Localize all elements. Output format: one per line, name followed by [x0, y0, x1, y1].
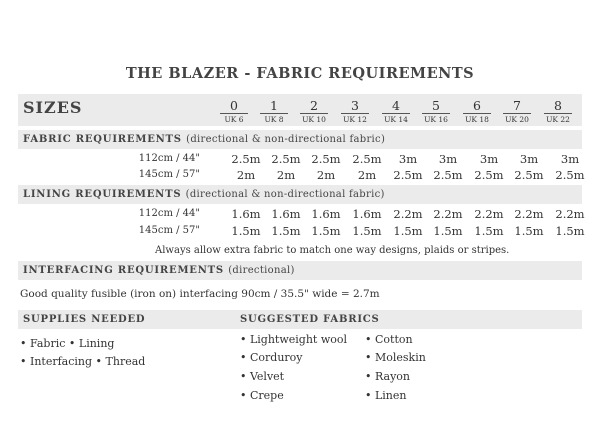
size-underline — [260, 113, 288, 114]
size-number: 7 — [513, 98, 521, 113]
lining-value: 1.6m — [231, 207, 261, 221]
size-underline — [220, 113, 248, 114]
fabric-heading: FABRIC REQUIREMENTS (directional & non-directional fabric) — [23, 134, 386, 145]
lining-value: 1.5m — [271, 224, 301, 238]
lining-value: 1.5m — [231, 224, 261, 238]
suggested-item: • Lightweight wool — [240, 333, 348, 346]
fabric-value: 2.5m — [514, 168, 544, 182]
lining-value: 1.5m — [311, 224, 341, 238]
lining-value: 2.2m — [555, 207, 585, 221]
fabric-value: 2.5m — [231, 152, 261, 166]
lining-value: 1.5m — [474, 224, 504, 238]
size-uk: UK 10 — [302, 115, 326, 124]
lining-value: 1.5m — [433, 224, 463, 238]
size-uk: UK 12 — [343, 115, 367, 124]
lining-value: 1.5m — [352, 224, 382, 238]
lining-value: 1.5m — [393, 224, 423, 238]
lining-value: 2.2m — [474, 207, 504, 221]
suggested-item: • Corduroy — [240, 351, 303, 364]
lining-value: 1.5m — [514, 224, 544, 238]
lining-subheading: (directional & non-directional fabric) — [185, 189, 385, 200]
fabric-value: 2m — [236, 168, 256, 182]
lining-note: Always allow extra fabric to match one way designs, plaids or stripes. — [155, 245, 510, 256]
fabric-value: 2m — [316, 168, 336, 182]
lining-value: 2.2m — [514, 207, 544, 221]
size-uk: UK 20 — [505, 115, 529, 124]
lining-value: 1.6m — [271, 207, 301, 221]
fabric-value: 2m — [276, 168, 296, 182]
lining-row-label: 112cm / 44" — [138, 208, 200, 219]
fabric-row-label: 145cm / 57" — [138, 169, 200, 180]
lining-value: 2.2m — [393, 207, 423, 221]
lining-value: 1.5m — [555, 224, 585, 238]
fabric-value: 2.5m — [352, 152, 382, 166]
lining-heading: LINING REQUIREMENTS (directional & non-directional fabric) — [23, 189, 385, 200]
supplies-line-2: • Interfacing • Thread — [20, 355, 146, 368]
size-number: 0 — [230, 98, 238, 113]
fabric-value: 2.5m — [474, 168, 504, 182]
fabric-value: 2.5m — [311, 152, 341, 166]
size-uk: UK 18 — [465, 115, 489, 124]
fabric-value: 3m — [560, 152, 580, 166]
size-underline — [382, 113, 410, 114]
supplies-heading: SUPPLIES NEEDED — [23, 314, 146, 325]
interfacing-heading: INTERFACING REQUIREMENTS (directional) — [23, 265, 295, 276]
fabric-value: 3m — [479, 152, 499, 166]
size-number: 2 — [310, 98, 318, 113]
fabric-row-label: 112cm / 44" — [138, 153, 200, 164]
suggested-item: • Velvet — [240, 370, 285, 383]
fabric-value: 2.5m — [393, 168, 423, 182]
supplies-line-1: • Fabric • Lining — [20, 337, 115, 350]
lining-row-label: 145cm / 57" — [138, 225, 200, 236]
suggested-item: • Crepe — [240, 389, 284, 402]
fabric-value: 2m — [357, 168, 377, 182]
suggested-item: • Cotton — [365, 333, 413, 346]
size-underline — [300, 113, 328, 114]
size-uk: UK 6 — [224, 115, 244, 124]
suggested-item: • Linen — [365, 389, 407, 402]
size-underline — [463, 113, 491, 114]
fabric-value: 3m — [519, 152, 539, 166]
size-number: 4 — [392, 98, 400, 113]
suggested-item: • Rayon — [365, 370, 410, 383]
suggested-item: • Moleskin — [365, 351, 426, 364]
sizes-label: SIZES — [23, 98, 83, 117]
size-underline — [422, 113, 450, 114]
size-uk: UK 16 — [424, 115, 448, 124]
size-uk: UK 22 — [546, 115, 570, 124]
size-underline — [544, 113, 572, 114]
page-title: THE BLAZER - FABRIC REQUIREMENTS — [125, 65, 475, 82]
size-number: 5 — [432, 98, 440, 113]
size-underline — [341, 113, 369, 114]
size-underline — [503, 113, 531, 114]
fabric-value: 3m — [398, 152, 418, 166]
size-number: 6 — [473, 98, 481, 113]
size-number: 3 — [351, 98, 359, 113]
size-number: 1 — [270, 98, 278, 113]
fabric-subheading: (directional & non-directional fabric) — [186, 134, 386, 145]
lining-value: 2.2m — [433, 207, 463, 221]
lining-value: 1.6m — [352, 207, 382, 221]
fabric-value: 2.5m — [433, 168, 463, 182]
lining-value: 1.6m — [311, 207, 341, 221]
interfacing-text: Good quality fusible (iron on) interfacing 90cm / 35.5" wide = 2.7m — [20, 288, 380, 300]
size-number: 8 — [554, 98, 562, 113]
interfacing-subheading: (directional) — [228, 265, 295, 276]
fabric-value: 2.5m — [271, 152, 301, 166]
fabric-value: 3m — [438, 152, 458, 166]
size-uk: UK 8 — [264, 115, 284, 124]
suggested-heading: SUGGESTED FABRICS — [240, 314, 380, 325]
size-uk: UK 14 — [384, 115, 408, 124]
fabric-value: 2.5m — [555, 168, 585, 182]
